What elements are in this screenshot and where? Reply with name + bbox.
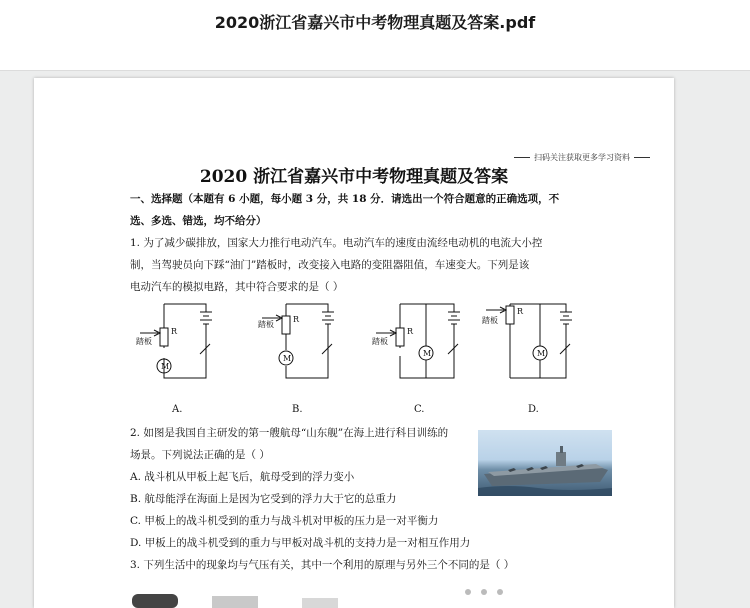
circuit-c [376,304,460,378]
q1-option-a: A. [172,404,183,415]
resistor-label-a: R [171,327,178,336]
q3-line1: 3. 下列生活中的现象均与气压有关，其中一个利用的原理与另外三个不同的是（ ） [130,559,515,571]
motor-label-a: M [161,362,170,371]
q1-option-d: D. [528,404,539,415]
resistor-label-d: R [517,307,524,316]
resistor-label-c: R [407,327,414,336]
q2-line2: 场景。下列说法正确的是（ ） [130,449,270,461]
q1-option-b: B. [292,404,303,415]
q1-line2: 制，当驾驶员向下踩“油门”踏板时，改变接入电路的变阻器阻值，车速变大。下列是该 [130,259,530,271]
pedal-label-a: 踏板 [136,337,152,346]
circuit-d [486,304,572,378]
q1-option-c: C. [414,404,425,415]
q2-option-d: D. 甲板上的战斗机受到的重力与甲板对战斗机的支持力是一对相互作用力 [130,537,471,549]
pdf-page [34,78,674,608]
motor-label-c: M [423,349,432,358]
section-heading-line2: 选、多选、错选，均不给分） [130,215,267,227]
pedal-label-c: 踏板 [372,337,388,346]
resistor-label-b: R [293,315,300,324]
motor-label-d: M [537,349,546,358]
q3-image-strip [132,586,552,608]
header-note: 扫码关注获取更多学习资料 [510,152,654,163]
viewer-header [0,0,750,71]
q2-option-c: C. 甲板上的战斗机受到的重力与战斗机对甲板的压力是一对平衡力 [130,515,439,527]
q2-option-a: A. 战斗机从甲板上起飞后，航母受到的浮力变小 [130,471,355,483]
q1-line3: 电动汽车的模拟电路，其中符合要求的是（ ） [130,281,344,293]
q2-option-b: B. 航母能浮在海面上是因为它受到的浮力大于它的总重力 [130,493,397,505]
pedal-label-d: 踏板 [482,316,498,325]
file-title: 2020浙江省嘉兴市中考物理真题及答案.pdf [214,13,536,32]
q2-line1: 2. 如图是我国自主研发的第一艘航母“山东舰”在海上进行科目训练的 [130,427,449,439]
q1-line1: 1. 为了减少碳排放，国家大力推行电动汽车。电动汽车的速度由流经电动机的电流大小控 [130,237,543,249]
motor-label-b: M [283,354,292,363]
section-heading-line1: 一、选择题（本题有 6 小题，每小题 3 分，共 18 分．请选出一个符合题意的正确选项，不 [130,193,560,205]
document-title: 2020 浙江省嘉兴市中考物理真题及答案 [199,167,509,187]
circuit-diagrams [34,296,674,396]
pedal-label-b: 踏板 [258,320,274,329]
aircraft-carrier-photo [478,430,612,496]
